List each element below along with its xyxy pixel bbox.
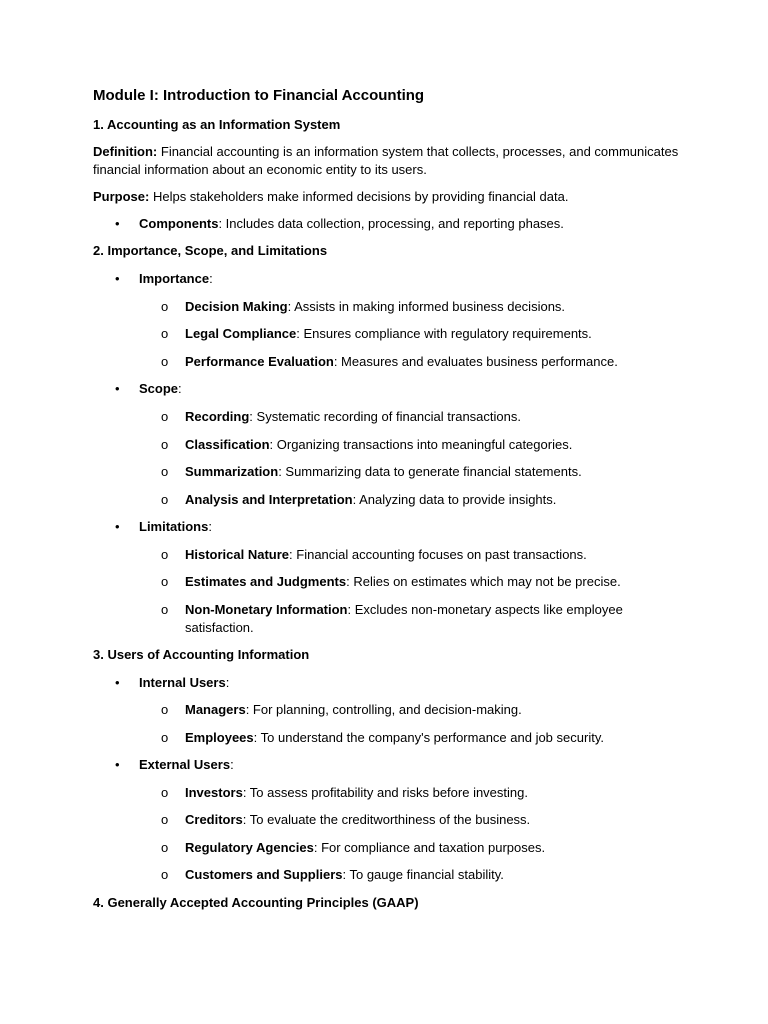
- sub-list-item: Historical Nature: Financial accounting focuses on past transactions.: [185, 547, 587, 562]
- bullet-icon: •: [115, 675, 120, 690]
- section-heading-1: 1. Accounting as an Information System: [93, 117, 341, 132]
- sub-list-item: Legal Compliance: Ensures compliance with regulatory requirements.: [185, 326, 592, 341]
- list-item-limitations: Limitations:: [139, 519, 212, 534]
- list-item-external-users: External Users:: [139, 757, 234, 772]
- section-heading-2: 2. Importance, Scope, and Limitations: [93, 243, 328, 258]
- sub-bullet-icon: o: [161, 409, 169, 424]
- page-title: Module I: Introduction to Financial Accounting: [93, 87, 425, 104]
- sub-bullet-icon: o: [161, 812, 169, 827]
- sub-list-item: Non-Monetary Information: Excludes non-monetary aspects like employee: [185, 602, 623, 617]
- bullet-icon: •: [115, 381, 120, 396]
- sub-list-item: Estimates and Judgments: Relies on estimates which may not be precise.: [185, 574, 621, 589]
- section-heading-3: 3. Users of Accounting Information: [93, 647, 310, 662]
- sub-list-item: Performance Evaluation: Measures and evaluates business performance.: [185, 354, 618, 369]
- definition-paragraph: [93, 143, 678, 161]
- sub-list-item-cont: satisfaction.: [185, 620, 254, 635]
- sub-bullet-icon: o: [161, 730, 169, 745]
- sub-bullet-icon: o: [161, 492, 169, 507]
- definition-paragraph-cont: financial information about an economic entity to its users.: [93, 162, 427, 177]
- sub-bullet-icon: o: [161, 785, 169, 800]
- sub-bullet-icon: o: [161, 867, 169, 882]
- purpose-label: Purpose:: [93, 189, 150, 204]
- sub-bullet-icon: o: [161, 326, 169, 341]
- sub-list-item: Classification: Organizing transactions into meaningful categories.: [185, 437, 573, 452]
- sub-list-item: Employees: To understand the company's performance and job security.: [185, 730, 604, 745]
- sub-bullet-icon: o: [161, 299, 169, 314]
- sub-list-item: Summarization: Summarizing data to generate financial statements.: [185, 464, 582, 479]
- sub-list-item: Investors: To assess profitability and risks before investing.: [185, 785, 528, 800]
- bullet-icon: •: [115, 271, 120, 286]
- sub-list-item: Recording: Systematic recording of financial transactions.: [185, 409, 521, 424]
- sub-bullet-icon: o: [161, 574, 169, 589]
- sub-list-item: Managers: For planning, controlling, and decision-making.: [185, 702, 522, 717]
- list-item-importance: Importance:: [139, 271, 213, 286]
- sub-bullet-icon: o: [161, 702, 169, 717]
- bullet-icon: •: [115, 216, 120, 231]
- list-item-internal-users: Internal Users:: [139, 675, 230, 690]
- section-heading-4: 4. Generally Accepted Accounting Principles (GAAP): [93, 895, 419, 910]
- sub-bullet-icon: o: [161, 464, 169, 479]
- sub-bullet-icon: o: [161, 354, 169, 369]
- sub-list-item: Analysis and Interpretation: Analyzing data to provide insights.: [185, 492, 557, 507]
- sub-list-item: Creditors: To evaluate the creditworthiness of the business.: [185, 812, 531, 827]
- sub-bullet-icon: o: [161, 437, 169, 452]
- list-item-components: Components: Includes data collection, processing, and reporting phases.: [139, 216, 564, 231]
- definition-label: Definition:: [93, 144, 158, 159]
- sub-bullet-icon: o: [161, 602, 169, 617]
- sub-list-item: Decision Making: Assists in making informed business decisions.: [185, 299, 566, 314]
- sub-list-item: Customers and Suppliers: To gauge financial stability.: [185, 867, 504, 882]
- purpose-paragraph: [93, 188, 568, 206]
- sub-list-item: Regulatory Agencies: For compliance and taxation purposes.: [185, 840, 546, 855]
- list-item-scope: Scope:: [139, 381, 182, 396]
- bullet-icon: •: [115, 519, 120, 534]
- sub-bullet-icon: o: [161, 547, 169, 562]
- bullet-icon: •: [115, 757, 120, 772]
- purpose-text: Helps stakeholders make informed decisions by providing financial data.: [149, 189, 569, 204]
- definition-text: Financial accounting is an information system that collects, processes, and communicates: [157, 144, 679, 159]
- sub-bullet-icon: o: [161, 840, 169, 855]
